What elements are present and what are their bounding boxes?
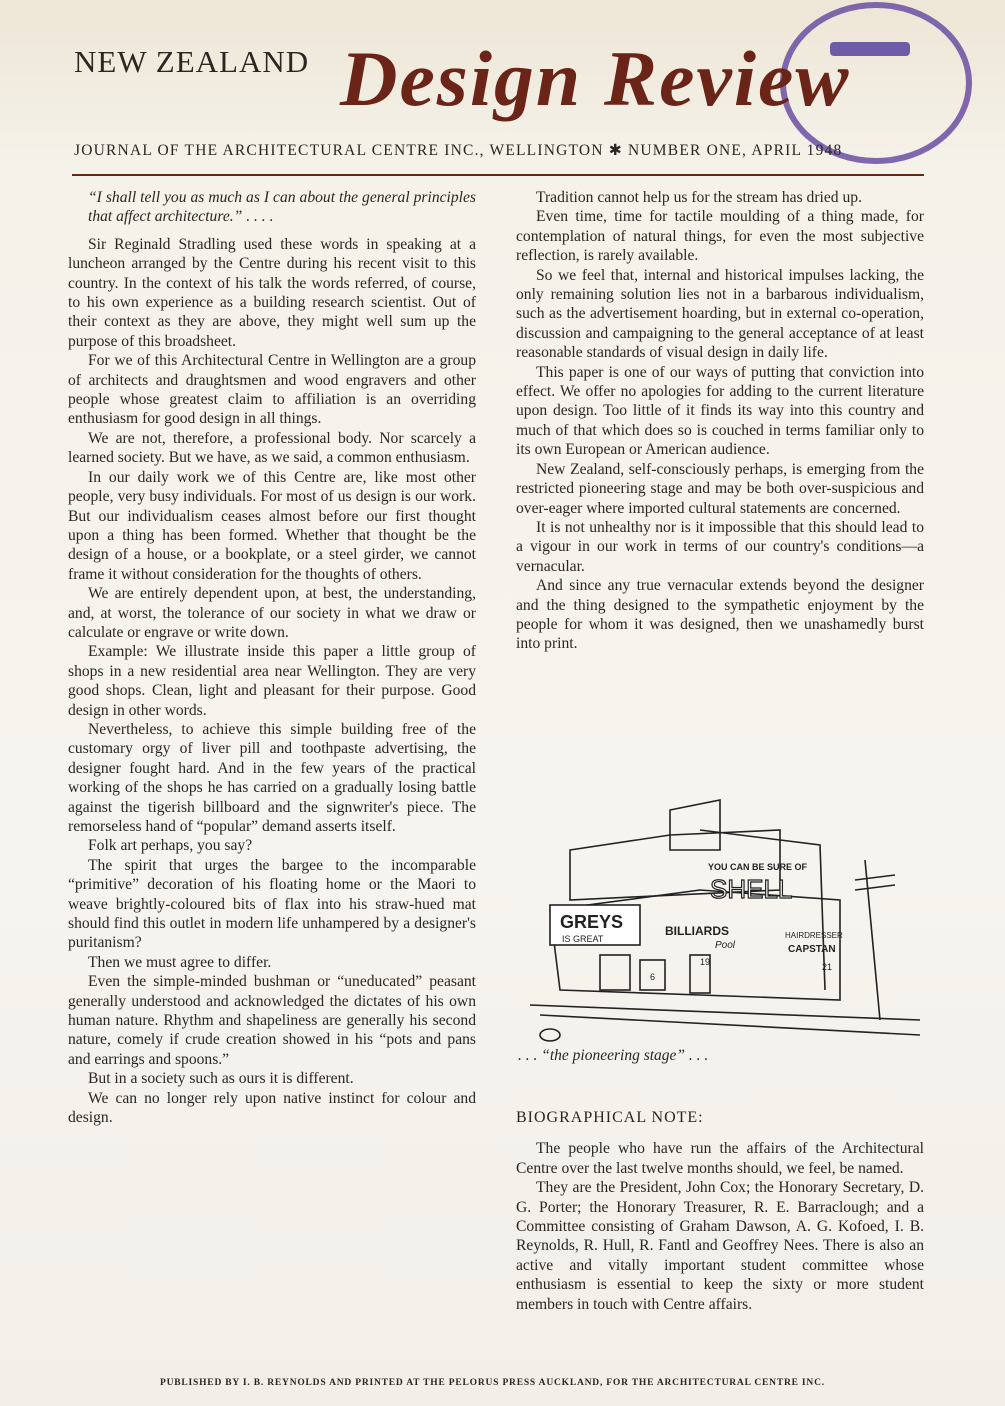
publisher-footer: PUBLISHED BY I. B. REYNOLDS AND PRINTED AT THE PELORUS PRESS AUCKLAND, FOR THE ARCHITECTURAL CENTRE INC. [160,1378,825,1388]
sign-shell: SHELL [710,874,793,904]
sign-greys: GREYS [560,912,624,932]
sign-pool: Pool [715,940,736,951]
sign-21: 21 [822,962,833,972]
illustration-caption: . . . “the pioneering stage” . . . [518,1047,709,1064]
paragraph: Even the simple-minded bushman or “uneducated” peasant generally understood and acknowledged the dictates of his own human nature. Rhythm and shapeliness are generally his second nature, comely if crude creation showed in his “pots and pans and earrings and spoons.” [68,973,476,1068]
paragraph: This paper is one of our ways of putting that conviction into effect. We offer no apologies for adding to the current literature upon design. Too little of it finds its way into this country and much of that which does so is couched in terms familiar only to its own European or American audience. [516,363,924,459]
paragraph: Tradition cannot help us for the stream has dried up. [536,189,862,206]
opening-quote: “I shall tell you as much as I can about the general principles that affect architecture.” . . . . [88,189,476,226]
journal-subtitle: JOURNAL OF THE ARCHITECTURAL CENTRE INC., WELLINGTON ✱ NUMBER ONE, APRIL 1948 [74,142,843,159]
right-column [516,188,924,654]
paragraph: It is not unhealthy nor is it impossible that this should lead to a vigour in our work in terms of our country's conditions—a vernacular. [516,518,924,575]
sign-hairdresser: HAIRDRESSER [785,931,843,940]
paragraph: Sir Reginald Stradling used these words in speaking at a luncheon arranged by the Centre during his recent visit to this country. In the context of his talk the words referred, of course, to his own experience as a building research scientist. Out of their context as they are above, they might well sum up the purpose of this broadsheet. [68,235,476,350]
paragraph: Example: We illustrate inside this paper a little group of shops in a new residential area near Wellington. They are very good shops. Clean, light and pleasant for their purpose. Good design in other words. [68,643,476,719]
paragraph: But in a society such as ours it is different. [88,1070,354,1088]
sign-19: 19 [700,957,711,967]
biographical-note [516,1108,924,1314]
paragraph: Folk art perhaps, you say? [88,837,253,855]
masthead-title: Design Review [340,35,851,122]
sign-capstan: CAPSTAN [788,944,836,955]
paragraph: The spirit that urges the bargee to the incomparable “primitive” decoration of his floating home or the Maori to weave brightly-coloured bits of flax into his straw-hued mat should find this outlet in modern life unhampered by a designer's puritanism? [68,856,476,952]
paragraph: In our daily work we of this Centre are, like most other people, very busy individuals. For most of us design is our work. But our individualism ceases almost before our first thought upon a thing has been formed. Whether that thought be the design of a house, or a bookplate, or a steel girder, we cannot frame it without consideration for the thoughts of others. [68,468,476,583]
sign-billiards: BILLIARDS [665,924,729,938]
paragraph: So we feel that, internal and historical impulses lacking, the only remaining solution lies not in a barbarous individualism, such as the advertisement hoarding, but in external co-operation, discussion and campaigning to the general acceptance of at least reasonable standards of visual design in daily life. [516,266,924,362]
sign-shell-top: YOU CAN BE SURE OF [708,862,808,872]
paragraph: For we of this Architectural Centre in Wellington are a group of architects and draughtsmen and wood engravers and other people whose greatest claim to affiliation is an overriding enthusiasm for good design in all things. [68,352,476,428]
left-column [68,188,476,1128]
paragraph: Nevertheless, to achieve this simple building free of the customary orgy of liver pill and toothpaste advertising, the designer fought hard. And in the few years of the practical working of the shops he has carried on a gradually losing battle against the tigerish billboard and the signwriter's piece. The remorseless hand of “popular” demand asserts itself. [68,720,476,835]
header-rule [72,174,924,176]
paragraph: New Zealand, self-consciously perhaps, is emerging from the restricted pioneering stage and may be both over-suspicious and over-eager where imported cultural statements are concerned. [516,460,924,517]
paragraph: They are the President, John Cox; the Honorary Secretary, D. G. Porter; the Honorary Treasurer, R. E. Barraclough; and a Committee consisting of Graham Dawson, A. G. Kofoed, I. B. Reynolds, R. Hull, R. Fantl and Geoffrey Nees. There is also an active and vitally important student committee whose enthusiasm is essential to keep the sixty or more student members in touch with Centre affairs. [516,1179,924,1313]
manhole [540,1029,560,1041]
paragraph: We are not, therefore, a professional body. Nor scarcely a learned society. But we have, as we said, a common enthusiasm. [68,429,476,467]
telegraph-pole [855,860,895,1020]
shops-illustration [520,790,930,1045]
sign-is-great: IS GREAT [562,934,604,944]
paragraph: We can no longer rely upon native instinct for colour and design. [68,1089,476,1127]
bio-heading: BIOGRAPHICAL NOTE: [516,1109,704,1126]
sign-6: 6 [650,972,656,982]
masthead-prefix: NEW ZEALAND [74,44,310,79]
paragraph: And since any true vernacular extends beyond the designer and the thing designed to the sympathetic enjoyment by the people for whom it was designed, then we unashamedly burst into print. [516,577,924,653]
paragraph: The people who have run the affairs of the Architectural Centre over the last twelve months should, we feel, be named. [516,1140,924,1177]
paragraph: Even time, time for tactile moulding of a thing made, for contemplation of natural things, for even the most subjective reflection, is rarely available. [516,208,924,265]
flag-shape [670,800,720,850]
paragraph: Then we must agree to differ. [88,953,272,971]
paragraph: We are entirely dependent upon, at best, the understanding, and, at worst, the tolerance of our society in what we draw or calculate or engrave or write down. [68,585,476,641]
